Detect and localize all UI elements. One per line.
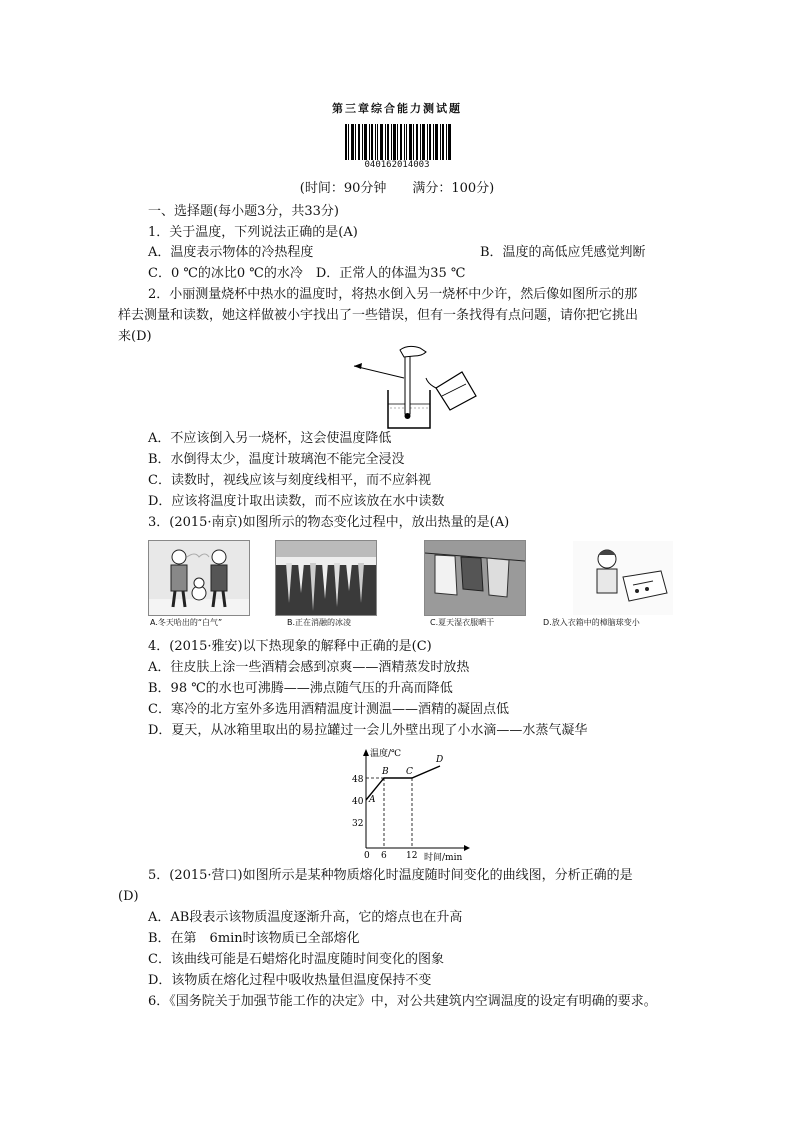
photo-caption-a: A.冬天哈出的“白气” <box>150 618 223 627</box>
thermometer-beaker-figure <box>348 344 480 430</box>
question-4-option-c: C．寒冷的北方室外多选用酒精温度计测温——酒精的凝固点低 <box>148 702 509 717</box>
y-axis-label: 温度/℃ <box>370 749 402 759</box>
question-5-option-a: A．AB段表示该物质温度逐渐升高，它的熔点也在升高 <box>148 910 463 925</box>
question-2-option-b: B．水倒得太少，温度计玻璃泡不能完全浸没 <box>148 452 405 467</box>
question-5-stem-line1: 5．(2015·营口)如图所示是某种物质熔化时温度随时间变化的曲线图，分析正确的是 <box>148 868 633 883</box>
photo-caption-d: D.放入衣箱中的樟脑球变小 <box>543 618 640 627</box>
exam-info: (时间：90分钟 满分：100分) <box>299 181 495 196</box>
question-5-option-d: D．该物质在熔化过程中吸收热量但温度保持不变 <box>148 973 432 988</box>
photo-caption-b: B.正在消融的冰凌 <box>287 618 352 627</box>
point-label-d: D <box>436 755 444 765</box>
photo-caption-c: C.夏天湿衣服晒干 <box>430 618 495 627</box>
photo-drying-clothes <box>424 540 526 616</box>
y-tick-32: 32 <box>352 819 364 829</box>
question-1-option-a: A．温度表示物体的冷热程度 <box>148 245 314 260</box>
x-tick-12: 12 <box>406 851 418 861</box>
question-2-stem-line1: 2．小丽测量烧杯中热水的温度时，将热水倒入另一烧杯中少许，然后像如图所示的那 <box>148 287 638 302</box>
photo-mothballs-box <box>572 540 674 616</box>
melting-curve-graph <box>340 744 470 862</box>
question-4-option-d: D．夏天，从冰箱里取出的易拉罐过一会儿外壁出现了小水滴——水蒸气凝华 <box>148 723 588 738</box>
question-1-stem: 1．关于温度，下列说法正确的是(A) <box>148 225 358 240</box>
question-5-option-c: C．该曲线可能是石蜡熔化时温度随时间变化的图象 <box>148 952 444 967</box>
y-tick-48: 48 <box>352 775 364 785</box>
question-1-option-b: B．温度的高低应凭感觉判断 <box>480 245 646 260</box>
y-tick-40: 40 <box>352 797 364 807</box>
question-4-option-a: A．往皮肤上涂一些酒精会感到凉爽——酒精蒸发时放热 <box>148 660 470 675</box>
x-tick-0: 0 <box>364 851 370 861</box>
photo-melting-icicles <box>275 540 377 616</box>
question-2-option-a: A．不应该倒入另一烧杯，这会使温度降低 <box>148 431 392 446</box>
point-label-c: C <box>406 767 413 777</box>
question-2-option-d: D．应该将温度计取出读数，而不应该放在水中读数 <box>148 494 445 509</box>
question-5-stem-line2: (D) <box>118 889 139 904</box>
question-2-option-c: C．读数时，视线应该与刻度线相平，而不应斜视 <box>148 473 431 488</box>
section-heading: 一、选择题(每小题3分，共33分) <box>148 204 339 219</box>
photo-breath-fog <box>148 540 250 616</box>
question-4-option-b: B．98 ℃的水也可沸腾——沸点随气压的升高而降低 <box>148 681 453 696</box>
question-4-stem: 4．(2015·雅安)以下热现象的解释中正确的是(C) <box>148 639 432 654</box>
question-3-stem: 3．(2015·南京)如图所示的物态变化过程中，放出热量的是(A) <box>148 515 510 530</box>
point-label-a: A <box>369 795 376 805</box>
barcode-number: 040162014003 <box>364 160 430 170</box>
question-2-stem-line3: 来(D) <box>118 329 152 344</box>
question-1-option-cd: C．0 ℃的冰比0 ℃的水冷 D．正常人的体温为35 ℃ <box>148 266 466 281</box>
x-tick-6: 6 <box>381 851 387 861</box>
point-label-b: B <box>382 767 389 777</box>
question-6-stem: 6．《国务院关于加强节能工作的决定》中，对公共建筑内空调温度的设定有明确的要求。 <box>148 994 657 1009</box>
x-axis-label: 时间/min <box>424 853 463 862</box>
question-2-stem-line2: 样去测量和读数，她这样做被小宇找出了一些错误，但有一条找得有点问题，请你把它挑出 <box>118 308 639 323</box>
page-title: 第三章综合能力测试题 <box>332 102 462 115</box>
question-5-option-b: B．在第 6min时该物质已全部熔化 <box>148 931 360 946</box>
barcode <box>345 124 451 160</box>
